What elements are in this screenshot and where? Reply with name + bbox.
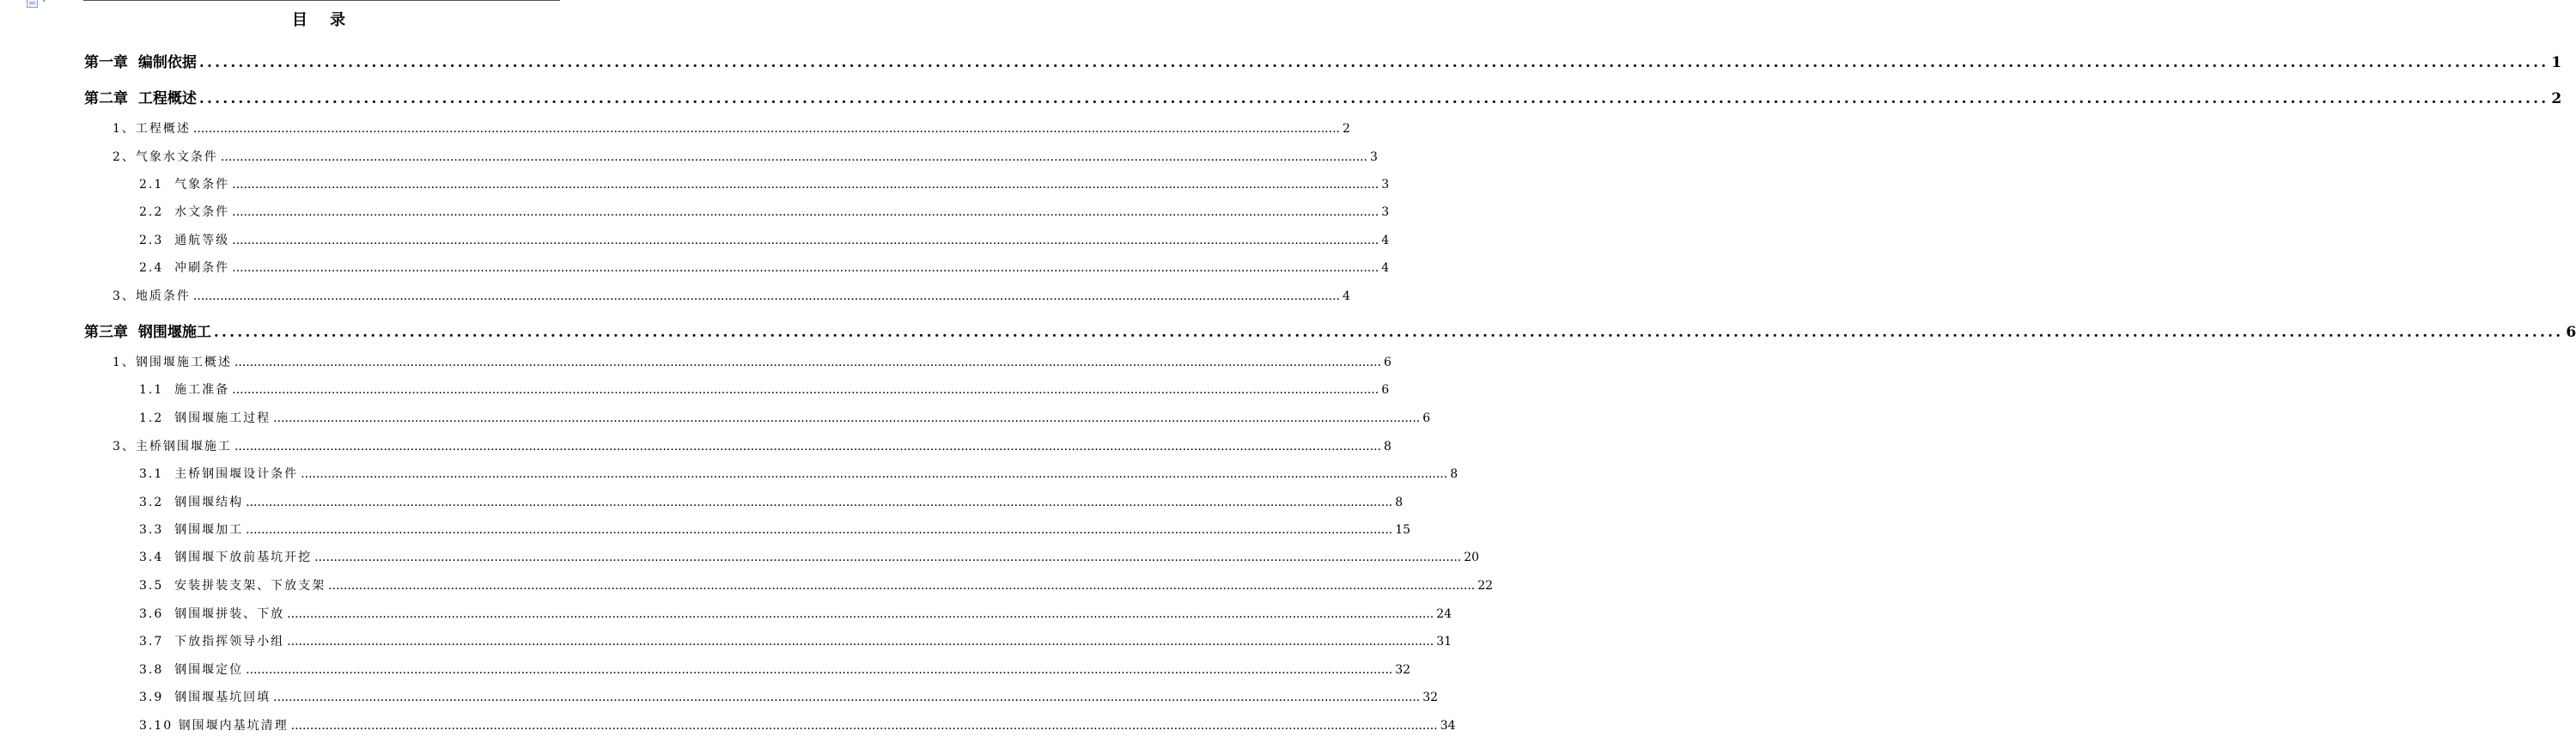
toc-section-entry[interactable] [139,548,1480,565]
toc-page-number: 6 [1422,411,1431,425]
dot-leader: ............................................................................................................................................................................................................................................................................................................ [220,150,1367,164]
dot-leader: ............................................................................................................................................................................................................................................................................................................ [287,635,1434,649]
toc-page-number: 6 [2566,324,2576,341]
toc-entry-label: 3.10 钢围堰内基坑清理 [139,719,289,733]
toc-entry-label: 3.8 钢围堰定位 [139,663,244,677]
toc-page-number: 31 [1436,635,1452,649]
dot-leader: ............................................................................................................................................................................................................................................................................................................ [273,691,1421,704]
toc-entry-label: 3.1 主桥钢围堰设计条件 [139,467,299,481]
toc-entry-label: 第一章 编制依据 [84,54,197,71]
toc-section-entry[interactable] [139,716,1456,734]
toc-entry-label: 1、工程概述 [113,122,191,136]
dot-leader: ............................................................................................................................................................................................................................................................................................................ [234,440,1381,454]
toc-section-entry[interactable] [139,661,1411,678]
toc-entry-label: 2.1 气象条件 [139,178,230,192]
dot-leader: ............................................................................................................................................................................................................................................................................................................ [273,411,1421,425]
toc-page-number: 4 [1342,289,1350,303]
toc-chapter-entry[interactable] [84,86,2562,107]
toc-section-entry[interactable] [139,632,1452,649]
dot-leader: ............................................................................................................................................................................................................................................................................................................ [328,579,1476,593]
toc-entry-label: 2、气象水文条件 [113,150,218,164]
dot-leader: ............................................................................................................................................................................................................................................................................................................ [290,719,1438,733]
toc-section-entry[interactable] [139,493,1404,510]
toc-page-number: 6 [1383,356,1392,369]
toc-page-number: 8 [1383,440,1392,454]
toc-section-entry[interactable] [139,521,1411,538]
page-top-rule [83,0,560,1]
toc-entry-label: 3.7 下放指挥领导小组 [139,635,285,649]
toc-entry-label: 1、钢围堰施工概述 [113,356,232,369]
toc-section-entry[interactable] [139,231,1390,248]
dot-leader: ............................................................................................................................................................................................................................................................................................................ [246,523,1393,537]
toc-section-entry[interactable] [113,287,1350,304]
dot-leader: ............................................................................................................................................................................................................................................................................................................ [192,122,1340,136]
toc-section-entry[interactable] [139,409,1431,426]
toc-entry-label: 3.2 钢围堰结构 [139,496,244,509]
dot-leader: ............................................................................................................................................................................................................................................................................................................ [232,178,1379,192]
toc-entry-label: 3.9 钢围堰基坑回填 [139,691,271,704]
toc-page-number: 4 [1381,261,1390,275]
toc-section-entry[interactable] [113,119,1350,137]
dot-leader: ............................................................................................................................................................................................................................................................................................................ [198,90,2549,107]
toc-section-entry[interactable] [139,465,1459,482]
toc-section-entry[interactable] [139,576,1494,594]
toc-page-number: 3 [1369,150,1378,164]
dot-leader: ............................................................................................................................................................................................................................................................................................................ [232,205,1379,219]
toc-entry-label: 3、主桥钢围堰施工 [113,440,232,454]
toc-entry-label: 3、地质条件 [113,289,191,303]
dot-leader: ............................................................................................................................................................................................................................................................................................................ [301,467,1448,481]
toc-section-entry[interactable] [139,688,1439,705]
toc-section-entry[interactable] [113,437,1392,454]
toc-entry-label: 2.2 水文条件 [139,205,230,219]
toc-entry-label: 3.5 安装拼装支架、下放支架 [139,579,326,593]
toc-entry-label: 1.2 钢围堰施工过程 [139,411,271,425]
toc-entry-label: 2.4 冲刷条件 [139,261,230,275]
toc-page-number: 32 [1422,691,1439,704]
dot-leader: ............................................................................................................................................................................................................................................................................................................ [198,54,2549,71]
toc-page-number: 6 [1381,383,1390,397]
dot-leader: ............................................................................................................................................................................................................................................................................................................ [232,383,1379,397]
dot-leader: ............................................................................................................................................................................................................................................................................................................ [192,289,1340,303]
toc-page-number: 22 [1477,579,1494,593]
dot-leader: ............................................................................................................................................................................................................................................................................................................ [246,663,1393,677]
toc-section-entry[interactable] [139,381,1390,398]
toc-section-entry[interactable] [139,259,1390,276]
toc-chapter-entry[interactable] [84,320,2576,341]
toc-page-number: 20 [1464,551,1480,564]
toc-page-number: 24 [1436,607,1452,621]
toc-page-number: 34 [1440,719,1456,733]
toc-page-number: 1 [2551,54,2562,71]
toc-title: 目 录 [291,11,355,29]
toc-page-number: 32 [1395,663,1411,677]
toc-page-number: 8 [1395,496,1404,509]
toc-entry-label: 2.3 通航等级 [139,234,230,247]
dot-leader: ............................................................................................................................................................................................................................................................................................................ [213,324,2564,341]
dot-leader: ............................................................................................................................................................................................................................................................................................................ [246,496,1393,509]
toc-page-number: 8 [1450,467,1459,481]
toc-section-entry[interactable] [139,203,1390,220]
toc-chapter-entry[interactable] [84,50,2562,71]
corner-mark [43,0,45,2]
document-icon [27,0,38,8]
dot-leader: ............................................................................................................................................................................................................................................................................................................ [232,234,1379,247]
dot-leader: ............................................................................................................................................................................................................................................................................................................ [234,356,1381,369]
toc-page-number: 15 [1395,523,1411,537]
toc-section-entry[interactable] [139,175,1390,192]
dot-leader: ............................................................................................................................................................................................................................................................................................................ [314,551,1462,564]
toc-entry-label: 3.6 钢围堰拼装、下放 [139,607,285,621]
toc-page-number: 3 [1381,178,1390,192]
toc-entry-label: 3.4 钢围堰下放前基坑开挖 [139,551,313,564]
toc-entry-label: 3.3 钢围堰加工 [139,523,244,537]
toc-entry-label: 第三章 钢围堰施工 [84,324,211,341]
dot-leader: ............................................................................................................................................................................................................................................................................................................ [232,261,1379,275]
toc-page-number: 4 [1381,234,1390,247]
dot-leader: ............................................................................................................................................................................................................................................................................................................ [287,607,1434,621]
toc-section-entry[interactable] [113,148,1378,165]
toc-page-number: 3 [1381,205,1390,219]
toc-page-number: 2 [2551,90,2562,107]
toc-entry-label: 1.1 施工准备 [139,383,230,397]
toc-page-number: 2 [1342,122,1350,136]
toc-entry-label: 第二章 工程概述 [84,90,197,107]
toc-section-entry[interactable] [139,605,1452,622]
toc-section-entry[interactable] [113,353,1392,370]
